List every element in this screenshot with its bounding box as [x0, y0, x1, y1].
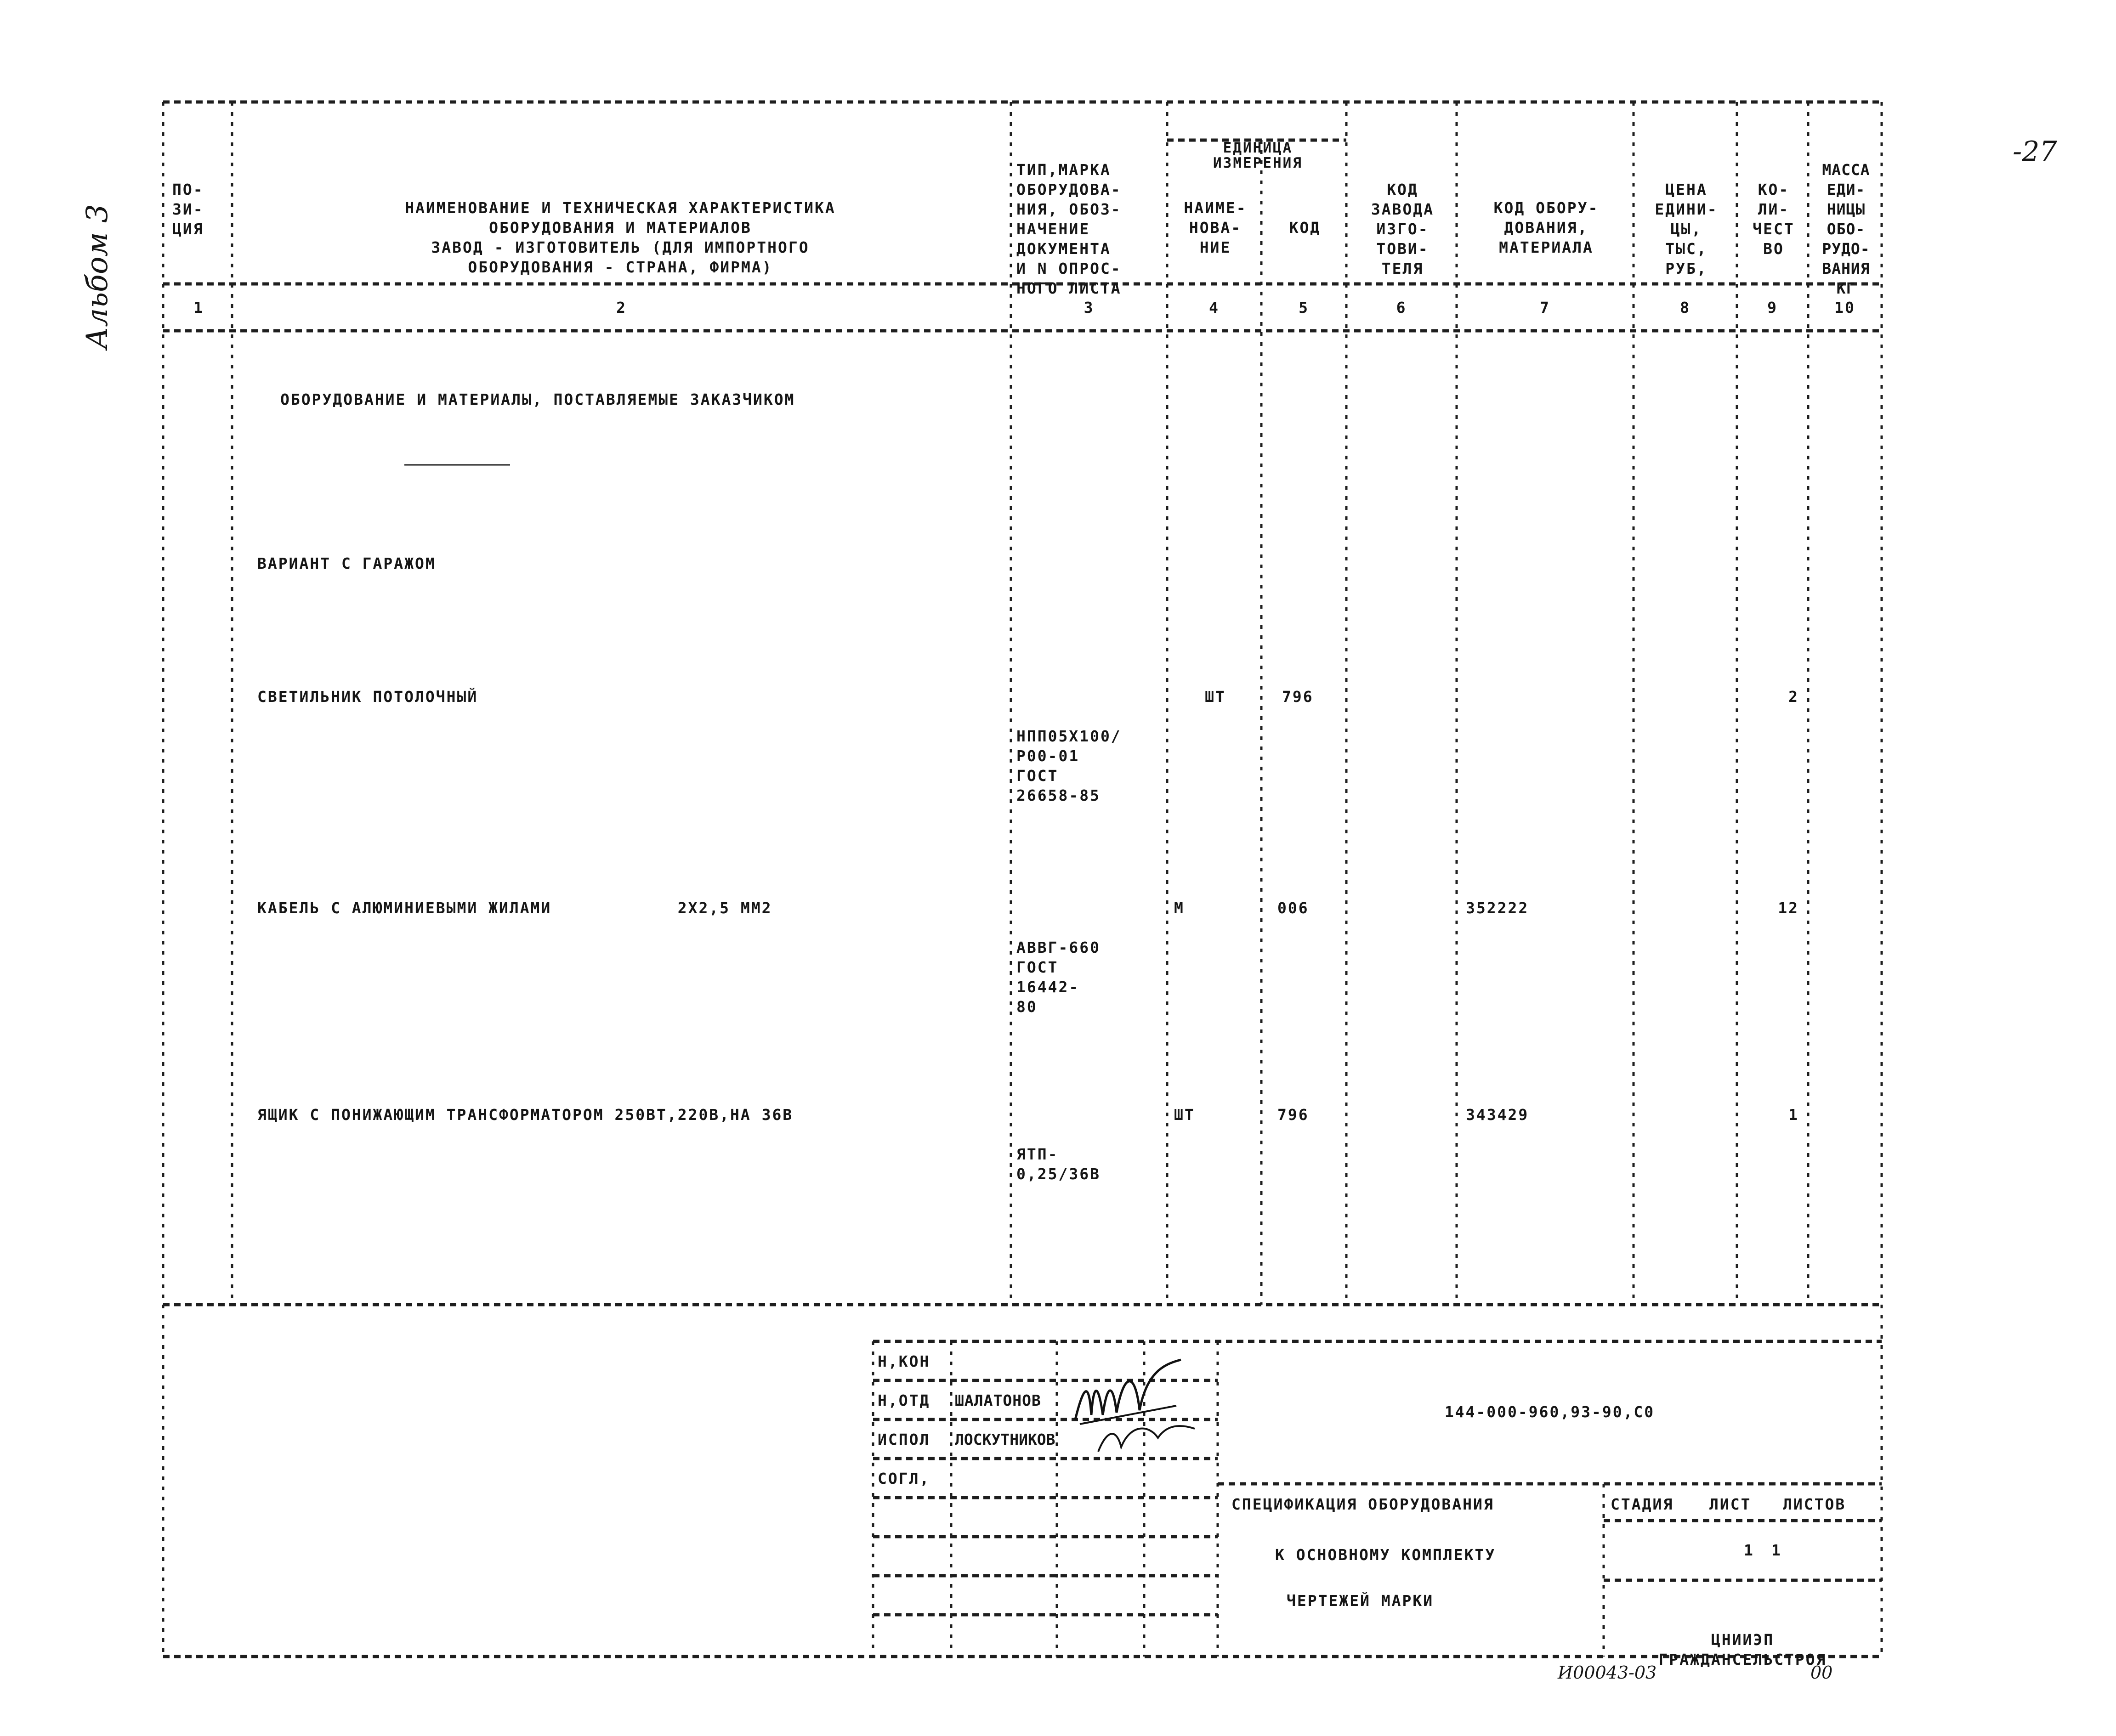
variant-title: ВАРИАНТ С ГАРАЖОМ — [257, 554, 436, 572]
table-row-equip-code: 343429 — [1466, 1106, 1529, 1124]
header-col2: НАИМЕНОВАНИЕ И ТЕХНИЧЕСКАЯ ХАРАКТЕРИСТИКА ОБОРУДОВАНИЯ И МАТЕРИАЛОВ ЗАВОД - ИЗГОТОВИТЕЛЬ (ДЛЯ ИМПОРТНОГО ОБОРУДОВАНИЯ - СТРАНА, ФИРМА) — [405, 199, 836, 276]
table-row-unit: М — [1174, 899, 1185, 917]
column-number: 9 — [1767, 299, 1778, 317]
table-row-equip-code: 352222 — [1466, 899, 1529, 917]
sheets-value: 1 — [1771, 1541, 1782, 1559]
table-row-type: АВВГ-660 ГОСТ 16442- 80 — [1016, 939, 1101, 1016]
column-number: 10 — [1834, 299, 1855, 317]
stamp-role: ИСПОЛ — [878, 1431, 930, 1448]
stamp-role: Н,КОН — [878, 1352, 930, 1370]
column-number: 1 — [193, 299, 204, 317]
stamp-name: ЛОСКУТНИКОВ — [955, 1431, 1055, 1448]
column-number: 2 — [616, 299, 627, 317]
header-col6: КОД ЗАВОДА ИЗГО- ТОВИ- ТЕЛЯ — [1371, 181, 1435, 277]
table-row-type: ЯТП- 0,25/36В — [1016, 1145, 1101, 1183]
header-col10: МАССА ЕДИ- НИЦЫ ОБО- РУДО- ВАНИЯ КГ — [1822, 161, 1870, 297]
header-col1: ПО- ЗИ- ЦИЯ — [172, 181, 204, 238]
format-code: 00 — [1810, 1662, 1833, 1683]
table-row-unit: ШТ — [1205, 688, 1226, 706]
column-number: 4 — [1209, 299, 1220, 317]
stamp-role: СОГЛ, — [878, 1470, 930, 1487]
header-col5: КОД — [1289, 219, 1321, 237]
stamp-title-line: ЧЕРТЕЖЕЙ МАРКИ — [1287, 1592, 1434, 1610]
stamp-title-line: К ОСНОВНОМУ КОМПЛЕКТУ — [1275, 1546, 1496, 1564]
table-row-qty: 1 — [1788, 1106, 1799, 1124]
table-row-name: КАБЕЛЬ С АЛЮМИНИЕВЫМИ ЖИЛАМИ 2Х2,5 ММ2 — [257, 899, 772, 917]
header-col9: КО- ЛИ- ЧЕСТ ВО — [1753, 181, 1795, 258]
organization-name: ЦНИИЭП ГРАЖДАНСЕЛЬСТРОЯ — [1658, 1631, 1827, 1668]
section-title: ОБОРУДОВАНИЕ И МАТЕРИАЛЫ, ПОСТАВЛЯЕМЫЕ ЗАКАЗЧИКОМ — [280, 390, 795, 408]
table-row-name: СВЕТИЛЬНИК ПОТОЛОЧНЫЙ — [257, 688, 478, 706]
document-code: 144-000-960,93-90,С0 — [1444, 1403, 1655, 1421]
stamp-role: Н,ОТД — [878, 1391, 930, 1409]
table-row-qty: 12 — [1778, 899, 1799, 917]
table-row-type: НПП05Х100/ Р00-01 ГОСТ 26658-85 — [1016, 727, 1122, 804]
sheet-value: 1 — [1744, 1541, 1754, 1559]
album-label: Альбом 3 — [80, 204, 114, 349]
stage-label: СТАДИЯ — [1611, 1495, 1674, 1513]
table-row-unit: ШТ — [1174, 1106, 1195, 1124]
column-number: 8 — [1680, 299, 1691, 317]
header-unit-group: ЕДИНИЦА ИЗМЕРЕНИЯ — [1213, 140, 1303, 171]
sheets-label: ЛИСТОВ — [1783, 1495, 1846, 1513]
header-col3: ТИП,МАРКА ОБОРУДОВА- НИЯ, ОБОЗ- НАЧЕНИЕ ДОКУМЕНТА И N ОПРОС- НОГО ЛИСТА — [1016, 161, 1122, 297]
inventory-number: И00043-03 — [1558, 1662, 1657, 1683]
header-col7: КОД ОБОРУ- ДОВАНИЯ, МАТЕРИАЛА — [1493, 199, 1599, 256]
column-number: 3 — [1084, 299, 1095, 317]
table-row-unit-code: 006 — [1277, 899, 1309, 917]
signature-mark — [1071, 1355, 1208, 1465]
table-row-unit-code: 796 — [1277, 1106, 1309, 1124]
header-col4: НАИМЕ- НОВА- НИЕ — [1184, 199, 1247, 256]
stamp-title-line: СПЕЦИФИКАЦИЯ ОБОРУДОВАНИЯ — [1231, 1495, 1494, 1513]
header-col8: ЦЕНА ЕДИНИ- ЦЫ, ТЫС, РУБ, — [1655, 181, 1718, 277]
table-row-unit-code: 796 — [1282, 688, 1314, 706]
page-number: -27 — [2013, 136, 2057, 168]
table-row-qty: 2 — [1788, 688, 1799, 706]
sheet-label: ЛИСТ — [1709, 1495, 1752, 1513]
column-number: 7 — [1540, 299, 1550, 317]
column-number: 6 — [1396, 299, 1407, 317]
column-number: 5 — [1299, 299, 1309, 317]
table-row-name: ЯЩИК С ПОНИЖАЮЩИМ ТРАНСФОРМАТОРОМ 250ВТ,220В,НА 36В — [257, 1106, 794, 1124]
stamp-name: ШАЛАТОНОВ — [955, 1391, 1041, 1409]
